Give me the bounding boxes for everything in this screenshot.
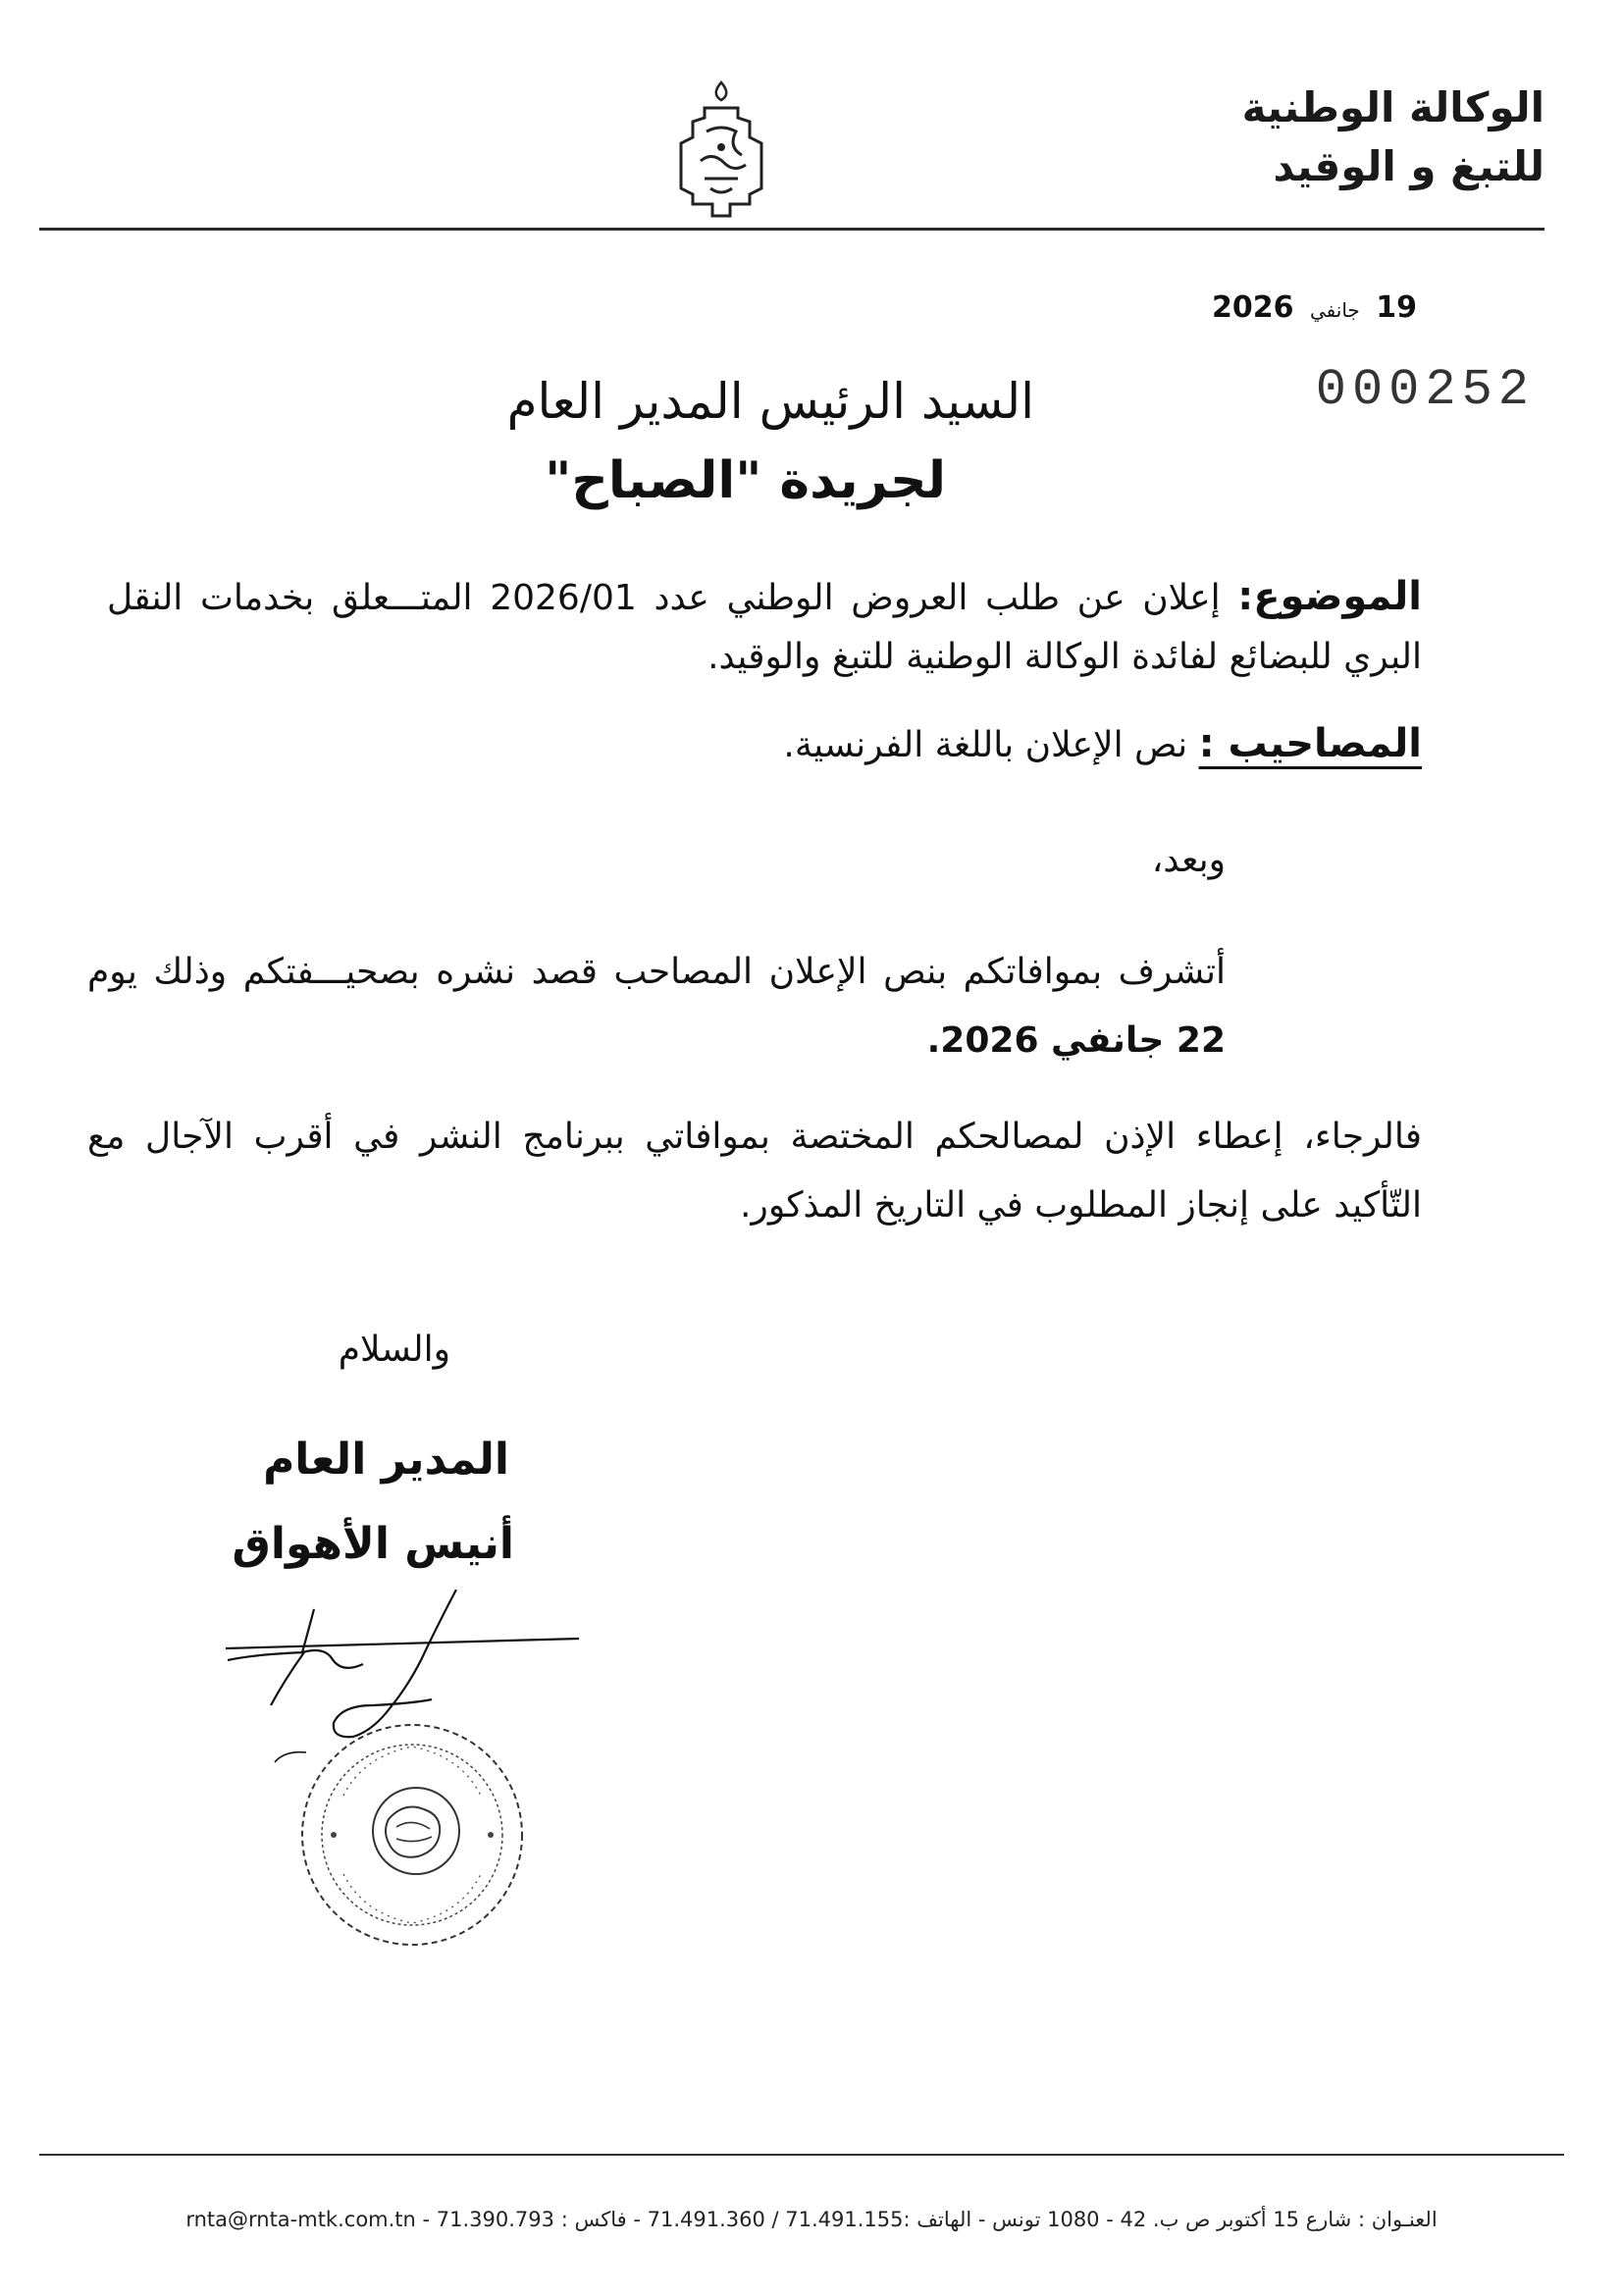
official-stamp: [294, 1717, 530, 1953]
subject-text: إعلان عن طلب العروض الوطني عدد 2026/01 المتـــعلق بخدمات النقل البري للبضائع لفائدة الوكالة الوطنية للتبغ والوقيد.: [107, 578, 1422, 677]
body-paragraph-1-text: أتشرف بموافاتكم بنص الإعلان المصاحب قصد نشره بصحيـــفتكم وذلك يوم: [87, 952, 1226, 992]
agency-name-line2: للتبغ و الوقيد: [1273, 142, 1544, 190]
signatory-title: المدير العام: [263, 1435, 509, 1485]
agency-name-block: [1242, 78, 1544, 196]
attachment-label: المصاحيب :: [1198, 721, 1422, 766]
subject-block: [107, 567, 1422, 687]
attachment-block: [107, 714, 1422, 775]
greeting: وبعد،: [1151, 840, 1226, 880]
footer-address: العنـوان : شارع 15 أكتوبر ص ب. 42 - 1080 تونس - الهاتف :71.491.155 / 71.491.360 - فاكس : 71.390.793 - rnta@rnta-mtk.com.tn: [185, 2208, 1438, 2231]
body-paragraph-1: [87, 938, 1226, 1075]
date-year: 2026: [1212, 290, 1294, 325]
date-month: جانفي: [1309, 298, 1360, 322]
attachment-text: نص الإعلان باللغة الفرنسية.: [783, 725, 1188, 765]
closing-salutation: والسلام: [338, 1330, 450, 1370]
agency-logo: [667, 78, 775, 226]
letter-date: [1212, 290, 1417, 325]
date-day: 19: [1376, 290, 1417, 325]
footer-divider: [39, 2154, 1564, 2156]
body-paragraph-2: فالرجاء، إعطاء الإذن لمصالحكم المختصة بموافاتي ببرنامج النشر في أقرب الآجال مع التّأكيد على إنجاز المطلوب في التاريخ المذكور.: [87, 1117, 1422, 1226]
agency-name-line1: الوكالة الوطنية: [1241, 83, 1544, 131]
recipient-line1: السيد الرئيس المدير العام: [506, 373, 1034, 430]
reference-number: 000252: [1315, 361, 1535, 419]
subject-label: الموضوع:: [1237, 574, 1422, 619]
signatory-name: أنيس الأهواق: [232, 1519, 514, 1569]
header-divider: [39, 228, 1544, 231]
publication-date: 22 جانفي 2026.: [926, 1020, 1226, 1061]
recipient-line2: لجريدة "الصباح": [545, 451, 946, 510]
